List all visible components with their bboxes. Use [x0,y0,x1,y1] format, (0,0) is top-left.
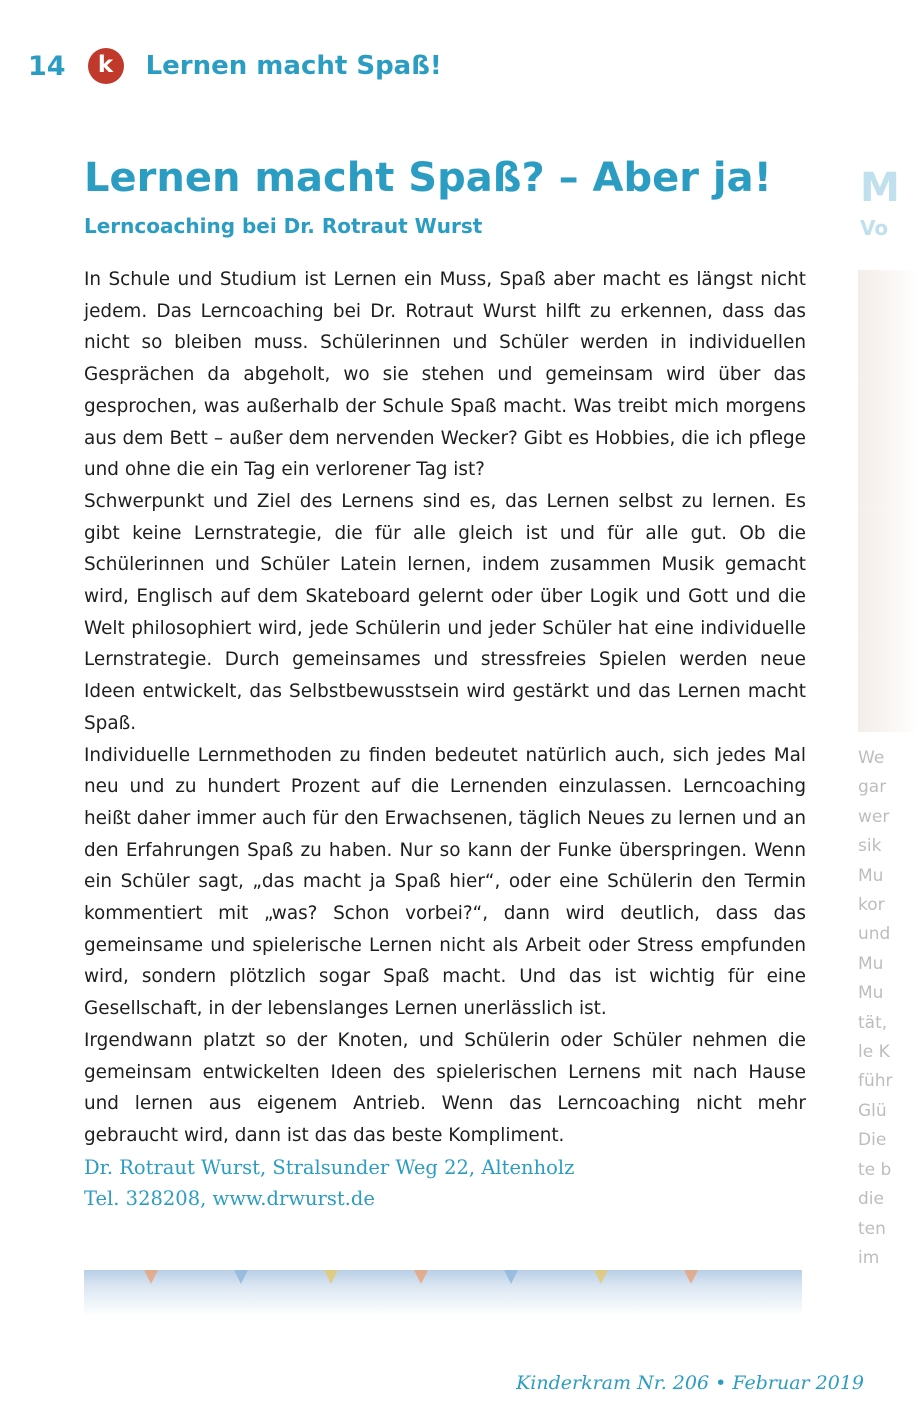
contact-block [84,1152,806,1215]
article-headline: Lernen macht Spaß? – Aber ja! [84,155,772,201]
pennant-decoration [144,1270,158,1284]
article-paragraph-2: Schwerpunkt und Ziel des Lernens sind es, das Lernen selbst zu lernen. Es gibt keine Lernstrategie, die für alle gleich ist und für alle gut. Ob die Schülerinnen und Schüler Latein lernen, indem zusammen Musik gemacht wird, Englisch auf dem Skateboard gelernt oder über Logik und Gott und die Welt philosophiert wird, jede Schülerin und jeder Schüler hat eine individuelle Lernstrategie. Durch gemeinsames und stressfreies Spielen werden neue Ideen entwickelt, das Selbstbewusstsein wird gestärkt und das Lernen macht Spaß. [84,490,806,734]
adjacent-line: Mu [858,983,884,1004]
adjacent-line: kor [858,895,885,916]
issue-footer: Kinderkram Nr. 206 • Februar 2019 [516,1372,864,1394]
pennant-decoration [594,1270,608,1284]
kinderkram-logo-icon: k [88,48,124,84]
adjacent-column-cutoff [856,150,918,1400]
article-body [84,264,806,1152]
pennant-decoration [234,1270,248,1284]
article-subheadline: Lerncoaching bei Dr. Rotraut Wurst [84,214,483,238]
pennant-decoration [324,1270,338,1284]
photo-strip [84,1270,802,1316]
pennant-decoration [684,1270,698,1284]
adjacent-line: und [858,924,891,945]
adjacent-line: le K [858,1042,890,1063]
article-paragraph-1: In Schule und Studium ist Lernen ein Muss, Spaß aber macht es längst nicht jedem. Das Lerncoaching bei Dr. Rotraut Wurst hilft zu erkennen, dass das nicht so bleiben muss. Schülerinnen und Schüler werden in individuellen Gesprächen da abgeholt, wo sie stehen und gemeinsam wird über das gesprochen, was außerhalb der Schule Spaß macht. Was treibt mich morgens aus dem Bett – außer dem nervenden Wecker? Gibt es Hobbies, die ich pflege und ohne die ein Tag ein verlorener Tag ist? [84,269,806,481]
adjacent-photo [858,270,918,732]
adjacent-line: Mu [858,865,884,886]
adjacent-line: sik [858,836,882,857]
adjacent-line: ten [858,1218,886,1239]
adjacent-line: Glü [858,1100,887,1121]
adjacent-headline-fragment: M [860,165,900,211]
adjacent-line: Mu [858,953,884,974]
contact-phone-website: Tel. 328208, www.drwurst.de [84,1187,375,1211]
page-header [28,46,442,86]
article-paragraph-3: Individuelle Lernmethoden zu finden bedeutet natürlich auch, sich jedes Mal neu und zu hundert Prozent auf die Lernenden einzulassen. Lerncoaching heißt daher immer auch für den Erwachsenen, täglich Neues zu lernen und an den Erfahrungen Spaß zu haben. Nur so kann der Funke überspringen. Wenn ein Schüler sagt, „das macht ja Spaß hier“, oder eine Schülerin den Termin kommentiert mit „was? Schon vorbei?“, dann wird deutlich, dass das gemeinsame und spielerische Lernen nicht als Arbeit oder Stress empfunden wird, sondern plötzlich sogar Spaß macht. Und das ist wichtig für eine Gesellschaft, in der lebenslanges Lernen unerlässlich ist. [84,744,806,1020]
adjacent-text-fragments [858,744,893,1273]
page-number: 14 [28,50,66,82]
adjacent-line: die [858,1189,884,1210]
pennant-decoration [414,1270,428,1284]
section-title: Lernen macht Spaß! [145,51,442,81]
pennant-decoration [504,1270,518,1284]
adjacent-line: im [858,1247,880,1268]
adjacent-line: gar [858,777,887,798]
article [84,150,806,1215]
adjacent-line: te b [858,1159,892,1180]
article-paragraph-4: Irgendwann platzt so der Knoten, und Schülerin oder Schüler nehmen die gemeinsam entwickelten Ideen des spielerischen Lernens mit nach Hause und lernen aus eigenem Antrieb. Wenn das Lerncoaching nicht mehr gebraucht wird, dann ist das das beste Kompliment. [84,1029,806,1146]
adjacent-subheadline-fragment: Vo [860,216,889,240]
contact-address: Dr. Rotraut Wurst, Stralsunder Weg 22, Altenholz [84,1155,575,1179]
adjacent-line: tät, [858,1012,888,1033]
adjacent-line: wer [858,806,890,827]
adjacent-line: Die [858,1130,887,1151]
adjacent-line: führ [858,1071,893,1092]
adjacent-line: We [858,748,885,768]
